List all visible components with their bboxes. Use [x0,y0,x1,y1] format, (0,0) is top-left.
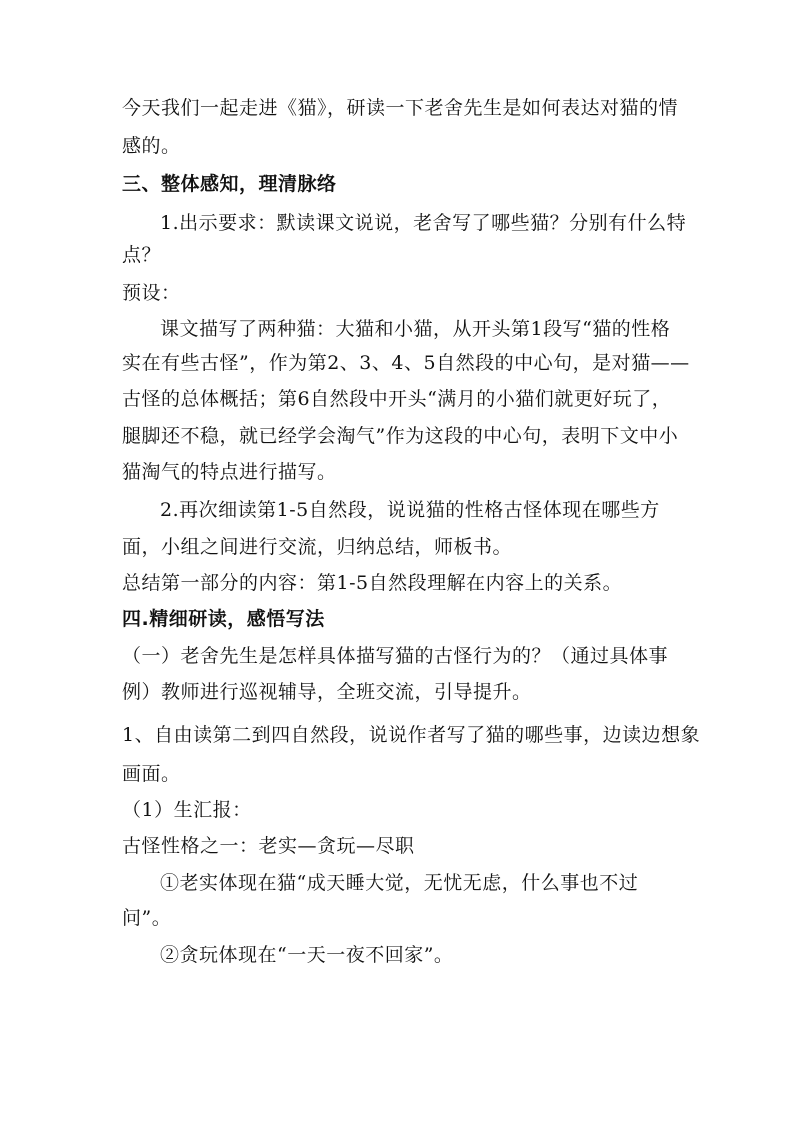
paragraph-line-17: 例）教师进行巡视辅导，全班交流，引导提升。 [122,681,532,703]
section-heading-3: 三、整体感知，理清脉络 [122,173,337,195]
paragraph-line-8: 实在有些古怪”，作为第2、3、4、5自然段的中心句，是对猫—— [122,352,690,374]
paragraph-line-16: （一）老舍先生是怎样具体描写猫的古怪行为的？（通过具体事 [122,645,669,667]
paragraph-line-4: 1.出示要求：默读课文说说，老舍写了哪些猫？分别有什么特 [160,212,687,234]
paragraph-line-10: 腿脚还不稳，就已经学会淘气”作为这段的中心句，表明下文中小 [122,425,679,447]
paragraph-line-19: 画面。 [122,763,181,785]
paragraph-line-11: 猫淘气的特点进行描写。 [122,461,337,483]
paragraph-line-9: 古怪的总体概括；第6自然段中开头“满月的小猫们就更好玩了， [122,388,672,410]
paragraph-line-22: ①老实体现在猫“成天睡大觉，无忧无虑，什么事也不过 [160,872,639,894]
paragraph-line-24: ②贪玩体现在“一天一夜不回家”。 [160,944,454,966]
paragraph-line-12: 2.再次细读第1-5自然段，说说猫的性格古怪体现在哪些方 [160,499,660,521]
paragraph-line-13: 面，小组之间进行交流，归纳总结，师板书。 [122,536,513,558]
paragraph-line-6: 预设： [122,282,181,304]
paragraph-line-21: 古怪性格之一：老实—贪玩—尽职 [122,835,415,857]
paragraph-line-20: （1）生汇报： [122,799,252,821]
section-heading-4: 四.精细研读，感悟写法 [122,608,325,630]
paragraph-line-5: 点？ [122,244,162,266]
paragraph-line-7: 课文描写了两种猫：大猫和小猫，从开头第1段写“猫的性格 [160,318,671,340]
paragraph-line-1: 今天我们一起走进《猫》，研读一下老舍先生是如何表达对猫的情 [122,97,679,119]
paragraph-line-23: 问”。 [122,907,172,929]
paragraph-line-14: 总结第一部分的内容：第1-5自然段理解在内容上的关系。 [122,572,623,594]
paragraph-line-2: 感的。 [122,135,181,157]
paragraph-line-18: 1、自由读第二到四自然段，说说作者写了猫的哪些事，边读边想象 [122,724,701,746]
